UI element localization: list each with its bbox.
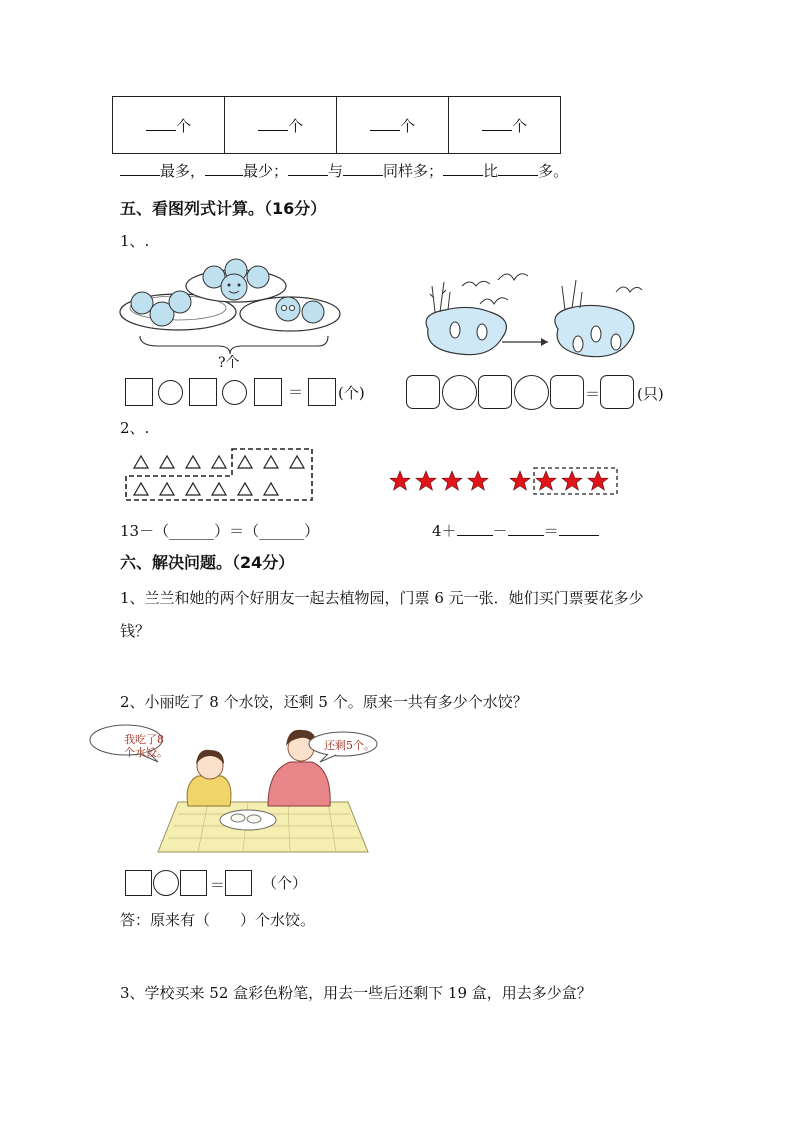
unit-label: (只) [637,385,664,403]
equals-sign: ＝ [210,876,226,894]
q6-1-line2: 钱？ [120,622,151,640]
compare-text: 与 [328,162,344,180]
blank[interactable] [288,174,328,176]
q6-2-answer[interactable]: 答：原来有（ ）个水饺。 [120,911,316,929]
compare-text: 同样多； [383,162,444,180]
blank[interactable] [205,174,243,176]
mom-bubble: 还剩5个。 [324,739,375,752]
blank[interactable] [457,534,493,536]
operator-circle[interactable] [514,375,549,410]
answer-box[interactable] [125,870,152,896]
compare-line [120,160,568,181]
blank[interactable] [559,534,599,536]
answer-box[interactable] [254,378,282,406]
compare-text: 最少； [243,162,289,180]
answer-box[interactable] [308,378,336,406]
answer-box[interactable] [225,870,252,896]
compare-text: 最多， [160,162,206,180]
eq-text: ＝ [543,522,559,540]
unit-label: （个） [262,874,308,892]
count-cell[interactable]: 个 [113,97,225,154]
answer-box[interactable] [125,378,153,406]
q6-1-line1: 1、兰兰和她的两个好朋友一起去植物园，门票 6 元一张．她们买门票要花多少 [120,589,644,607]
birds-illustration [420,264,650,364]
stars-illustration [386,465,622,497]
count-cell[interactable]: 个 [449,97,561,154]
operator-circle[interactable] [442,375,477,410]
answer-box[interactable] [406,375,440,409]
equals-sign: ＝ [288,383,304,401]
compare-text: 多。 [538,162,569,180]
count-cell[interactable]: 个 [225,97,337,154]
blank[interactable] [443,174,483,176]
answer-box[interactable] [550,375,584,409]
q6-3: 3、学校买来 52 盒彩色粉笔，用去一些后还剩下 19 盒，用去多少盒？ [120,984,592,1002]
girl-bubble [124,733,168,759]
apples-illustration [118,256,348,366]
operator-circle[interactable] [153,870,179,896]
q1-label: 1、. [120,232,150,250]
eq-text: － [492,522,508,540]
girl-bubble-line: 我吃了8 [124,733,164,746]
blank[interactable] [343,174,383,176]
section6-title: 六、解决问题。（24分） [120,553,295,572]
girl-bubble-line: 个水饺。 [124,746,168,759]
triangles-illustration [124,446,314,504]
section5-title: 五、看图列式计算。（16分） [120,199,327,218]
q2-label: 2、. [120,419,150,437]
count-table [112,96,561,154]
answer-box[interactable] [180,870,207,896]
operator-circle[interactable] [222,380,247,405]
answer-box[interactable] [478,375,512,409]
eq-right[interactable] [432,520,599,541]
blank[interactable] [120,174,160,176]
equals-sign: ＝ [585,385,601,403]
answer-box[interactable] [600,375,634,409]
unit-label: (个) [338,384,365,402]
operator-circle[interactable] [158,380,183,405]
blank[interactable] [508,534,544,536]
q6-2: 2、小丽吃了 8 个水饺，还剩 5 个。原来一共有多少个水饺？ [120,693,528,711]
eq-left[interactable]: 13－（______）＝（______） [120,522,320,540]
blank[interactable] [498,174,538,176]
count-cell[interactable]: 个 [337,97,449,154]
answer-box[interactable] [189,378,217,406]
compare-text: 比 [483,162,499,180]
apples-question-label: ?个 [218,355,240,371]
eq-text: 4＋ [432,522,457,540]
